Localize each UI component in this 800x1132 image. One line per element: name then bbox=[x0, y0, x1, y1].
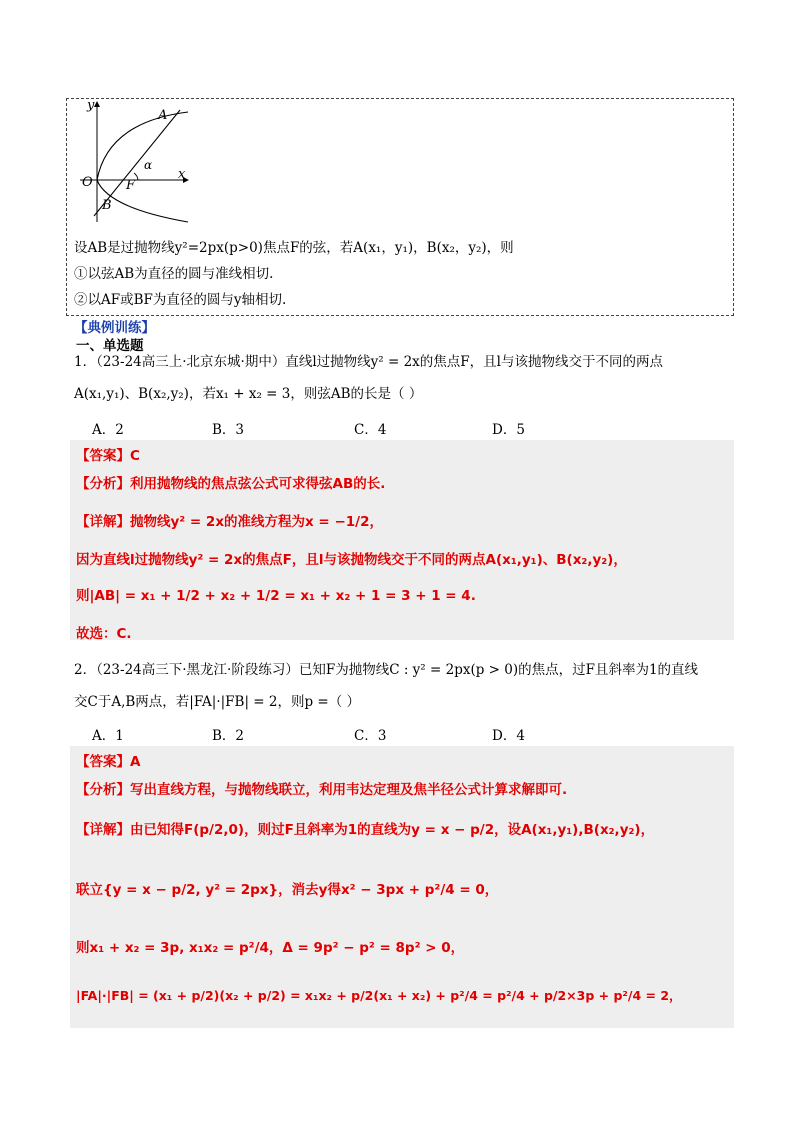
label-alpha: α bbox=[144, 158, 153, 172]
q1-option-d: D．5 bbox=[492, 422, 525, 438]
q2-detail-4: |FA|·|FB| = (x₁ + p/2)(x₂ + p/2) = x₁x₂ + p/2(x₁ + x₂) + p²/4 = p²/4 + p/2×3p + p²/4 = 2， bbox=[76, 988, 682, 1003]
q1-detail-1: 【详解】抛物线y² = 2x的准线方程为x = −1/2， bbox=[76, 514, 383, 530]
label-b: B bbox=[102, 198, 112, 213]
q1-answer: 【答案】C bbox=[76, 448, 140, 464]
section-subtitle: 一、单选题 bbox=[76, 338, 144, 354]
box-line-2: ①以弦AB为直径的圆与准线相切. bbox=[74, 266, 274, 282]
q1-detail-3: 则|AB| = x₁ + 1/2 + x₂ + 1/2 = x₁ + x₂ + 1 = 3 + 1 = 4. bbox=[76, 588, 476, 604]
label-f: F bbox=[126, 178, 136, 193]
section-title: 【典例训练】 bbox=[74, 320, 155, 336]
q2-answer-block bbox=[70, 746, 734, 1028]
q1-detail-2: 因为直线l过抛物线y² = 2x的焦点F，且l与该抛物线交于不同的两点A(x₁,y₁)、B(x₂,y₂)， bbox=[76, 552, 627, 568]
q2-answer: 【答案】A bbox=[76, 754, 141, 770]
label-a: A bbox=[158, 108, 168, 123]
q1-analysis: 【分析】利用抛物线的焦点弦公式可求得弦AB的长. bbox=[76, 476, 386, 492]
q2-option-d: D．4 bbox=[492, 728, 525, 744]
q2-option-b: B．2 bbox=[212, 728, 245, 744]
label-y: y bbox=[87, 98, 95, 113]
box-line-3: ②以AF或BF为直径的圆与y轴相切. bbox=[74, 292, 287, 308]
q2-detail-2: 联立{y = x − p/2, y² = 2px}，消去y得x² − 3px + p²/4 = 0， bbox=[76, 882, 499, 898]
q1-conclusion: 故选：C. bbox=[76, 626, 132, 642]
q1-option-c: C．4 bbox=[354, 422, 387, 438]
label-o: O bbox=[82, 175, 93, 190]
q1-stem-line-2: A(x₁,y₁)、B(x₂,y₂)，若x₁ + x₂ = 3，则弦AB的长是（ ） bbox=[74, 386, 423, 402]
q2-detail-1: 【详解】由已知得F(p/2,0)，则过F且斜率为1的直线为y = x − p/2，设A(x₁,y₁),B(x₂,y₂)， bbox=[76, 822, 655, 838]
q2-detail-3: 则x₁ + x₂ = 3p, x₁x₂ = p²/4，Δ = 9p² − p² = 8p² > 0， bbox=[76, 940, 465, 956]
q1-option-a: A．2 bbox=[92, 422, 124, 438]
parabola-diagram bbox=[70, 96, 230, 226]
q1-stem-line-1: 1．（23-24高三上·北京东城·期中）直线l过抛物线y² = 2x的焦点F，且l与该抛物线交于不同的两点 bbox=[74, 354, 663, 370]
q1-answer-block bbox=[70, 440, 734, 640]
label-x: x bbox=[178, 167, 186, 182]
q2-option-c: C．3 bbox=[354, 728, 387, 744]
q2-analysis: 【分析】写出直线方程，与抛物线联立，利用韦达定理及焦半径公式计算求解即可. bbox=[76, 782, 568, 798]
q1-option-b: B．3 bbox=[212, 422, 245, 438]
q2-stem-line-1: 2．（23-24高三下·黑龙江·阶段练习）已知F为抛物线C : y² = 2px(p > 0)的焦点，过F且斜率为1的直线 bbox=[74, 662, 699, 678]
q2-stem-line-2: 交C于A,B两点，若|FA|·|FB| = 2，则p =（ ） bbox=[74, 694, 361, 710]
q2-option-a: A．1 bbox=[92, 728, 124, 744]
box-line-1: 设AB是过抛物线y²=2px(p>0)焦点F的弦，若A(x₁，y₁)，B(x₂，y₂)，则 bbox=[74, 240, 514, 256]
